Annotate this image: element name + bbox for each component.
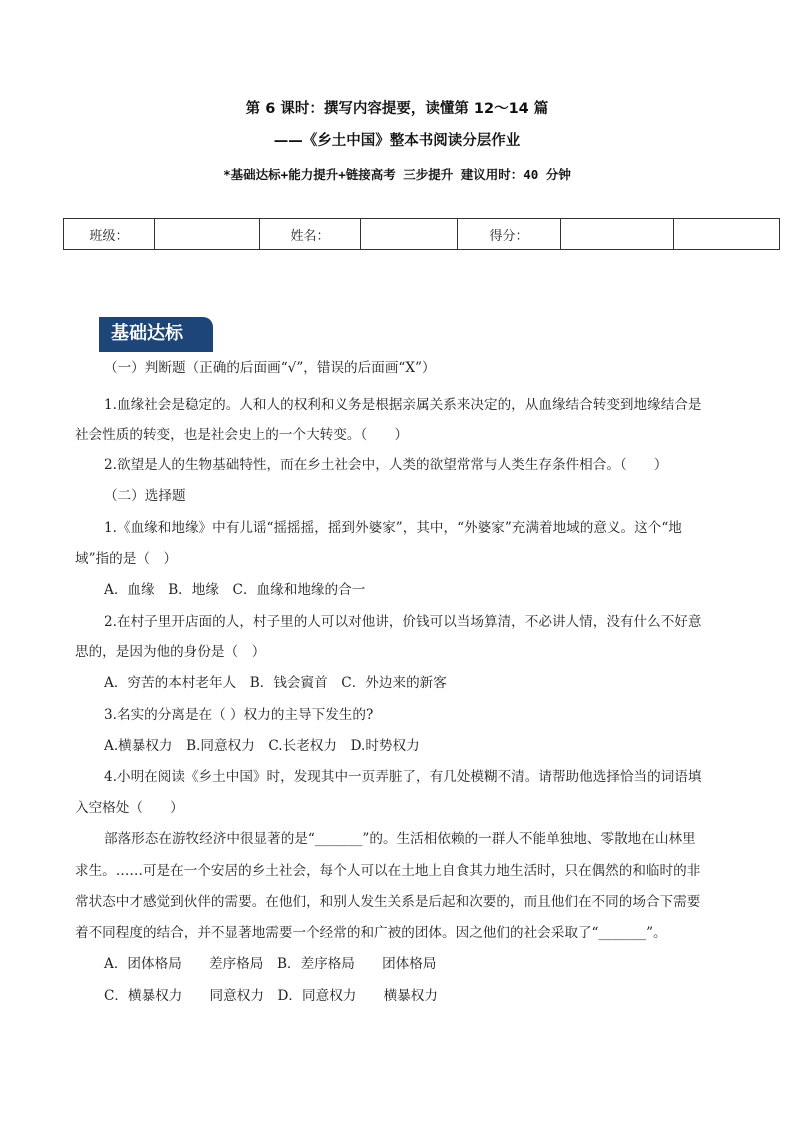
judgment-heading: （一）判断题（正确的后面画“√”，错误的后面画“X”） (104, 360, 436, 376)
lesson-title: 第 6 课时：撰写内容提要，读懂第 12～14 篇 (245, 101, 549, 117)
judgment-q2: 2.欲望是人的生物基础特性，而在乡土社会中，人类的欲望常常与人类生存条件相合。（ ） (104, 457, 668, 473)
choice-q2-options: A．穷苦的本村老年人 B．钱会賨首 C．外边来的新客 (104, 675, 447, 691)
extra-field (674, 219, 780, 250)
choice-q4-line2: 入空格处（ ） (75, 800, 184, 816)
choice-q4-line1: 4.小明在阅读《乡土中国》时，发现其中一页弄脏了，有几处模糊不清。请帮助他选择恰当的词语填 (104, 769, 702, 785)
passage-line1: 部落形态在游牧经济中很显著的是“_______”的。生活相依赖的一群人不能单独地、零散地在山林里 (104, 831, 696, 847)
student-info-table (63, 218, 780, 250)
passage-line3: 常状态中才感觉到伙伴的需要。在他们，和别人发生关系是后起和次要的，而且他们在不同的场合下需要 (75, 894, 701, 910)
class-label: 班级： (64, 219, 155, 250)
choice-q4-options-cd: C．横暴权力 同意权力 D．同意权力 横暴权力 (104, 988, 438, 1004)
class-field[interactable] (155, 219, 260, 250)
score-label: 得分： (458, 219, 561, 250)
choice-heading: （二）选择题 (104, 488, 186, 504)
judgment-q1-line1: 1.血缘社会是稳定的。人和人的权利和义务是根据亲属关系来决定的，从血缘结合转变到地缘结合是 (104, 397, 702, 413)
choice-q3: 3.名实的分离是在（ ）权力的主导下发生的? (104, 707, 374, 723)
passage-line4: 着不同程度的结合，并不显著地需要一个经常的和广被的团体。因之他们的社会采取了“_______”。 (75, 925, 667, 941)
choice-q3-options: A.横暴权力 B.同意权力 C.长老权力 D.时势权力 (104, 738, 420, 754)
choice-q1-options: A．血缘 B．地缘 C．血缘和地缘的合一 (104, 582, 366, 598)
name-field[interactable] (361, 219, 458, 250)
choice-q2-line2: 思的，是因为他的身份是（ ） (75, 644, 266, 660)
score-field[interactable] (561, 219, 674, 250)
choice-q2-line1: 2.在村子里开店面的人，村子里的人可以对他讲，价钱可以当场算清，不必讲人情，没有什么不好意 (104, 614, 702, 630)
section-heading-basic: 基础达标 (99, 317, 213, 351)
assignment-subtitle: *基础达标+能力提升+链接高考 三步提升 建议用时：40 分钟 (223, 167, 571, 182)
judgment-q1-line2: 社会性质的转变，也是社会史上的一个大转变。（ ） (75, 427, 409, 443)
name-label: 姓名： (260, 219, 361, 250)
passage-line2: 求生。……可是在一个安居的乡土社会，每个人可以在土地上自食其力地生活时，只在偶然的和临时的非 (75, 863, 701, 879)
section-underline (99, 350, 213, 352)
choice-q4-options-ab: A．团体格局 差序格局 B．差序格局 团体格局 (104, 956, 437, 972)
choice-q1-line1: 1.《血缘和地缘》中有儿谣“摇摇摇，摇到外婆家”，其中，“外婆家”充满着地域的意义。这个“地 (104, 520, 682, 536)
choice-q1-line2: 域”指的是（ ） (75, 551, 178, 567)
book-title: ——《乡土中国》整本书阅读分层作业 (273, 133, 521, 149)
